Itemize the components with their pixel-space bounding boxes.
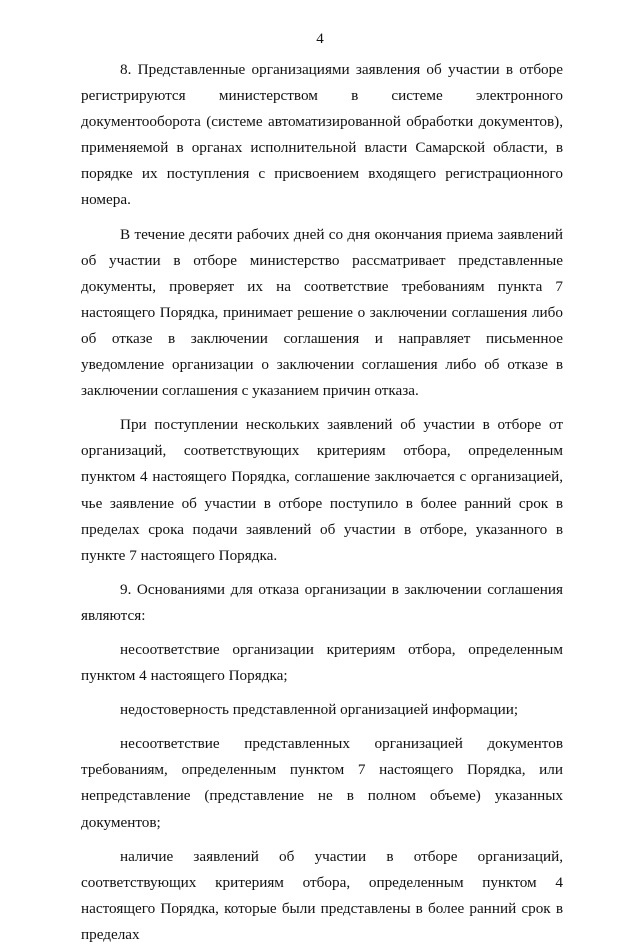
list-item-criteria-mismatch: несоответствие организации критериям отбора, определенным пунктом 4 настоящего Порядка; xyxy=(81,640,563,685)
list-item-earlier-applications: наличие заявлений об участии в отборе организаций, соответствующих критериям отбора, определенным пунктом 4 настоящего Порядка, которые были представлены в более ранний срок в пределах xyxy=(81,847,563,943)
paragraph-8-registration: 8. Представленные организациями заявления об участии в отборе регистрируются министерством в системе электронного документооборота (системе автоматизированной обработки документов), применяемой в органах исполнительной власти Самарской области, в порядке их поступления с присвоением входящего регистрационного номера. xyxy=(81,61,563,209)
list-item-documents-mismatch: несоответствие представленных организацией документов требованиям, определенным пунктом 7 настоящего Порядка, или непредставление (представление не в полном объеме) указанных документов; xyxy=(81,735,563,831)
page-number: 4 xyxy=(316,31,324,47)
list-item-unreliable-info: недостоверность представленной организацией информации; xyxy=(120,701,519,719)
paragraph-review-period: В течение десяти рабочих дней со дня окончания приема заявлений об участии в отборе министерство рассматривает представленные документы, проверяет их на соответствие требованиям пункта 7 настоящего Порядка, принимает решение о заключении соглашения либо об отказе в заключении соглашения и направляет письменное уведомление организации о заключении соглашения либо об отказе в заключении соглашения с указанием причин отказа. xyxy=(81,225,563,400)
paragraph-9-refusal-grounds: 9. Основаниями для отказа организации в заключении соглашения являются: xyxy=(81,580,563,624)
document-body xyxy=(81,57,563,948)
paragraph-multiple-applications: При поступлении нескольких заявлений об участии в отборе от организаций, соответствующих критериям отбора, определенным пунктом 4 настоящего Порядка, соглашение заключается с организацией, чье заявление об участии в отборе поступило в более ранний срок в пределах срока подачи заявлений об участии в отборе, указанного в пункте 7 настоящего Порядка. xyxy=(81,416,563,564)
